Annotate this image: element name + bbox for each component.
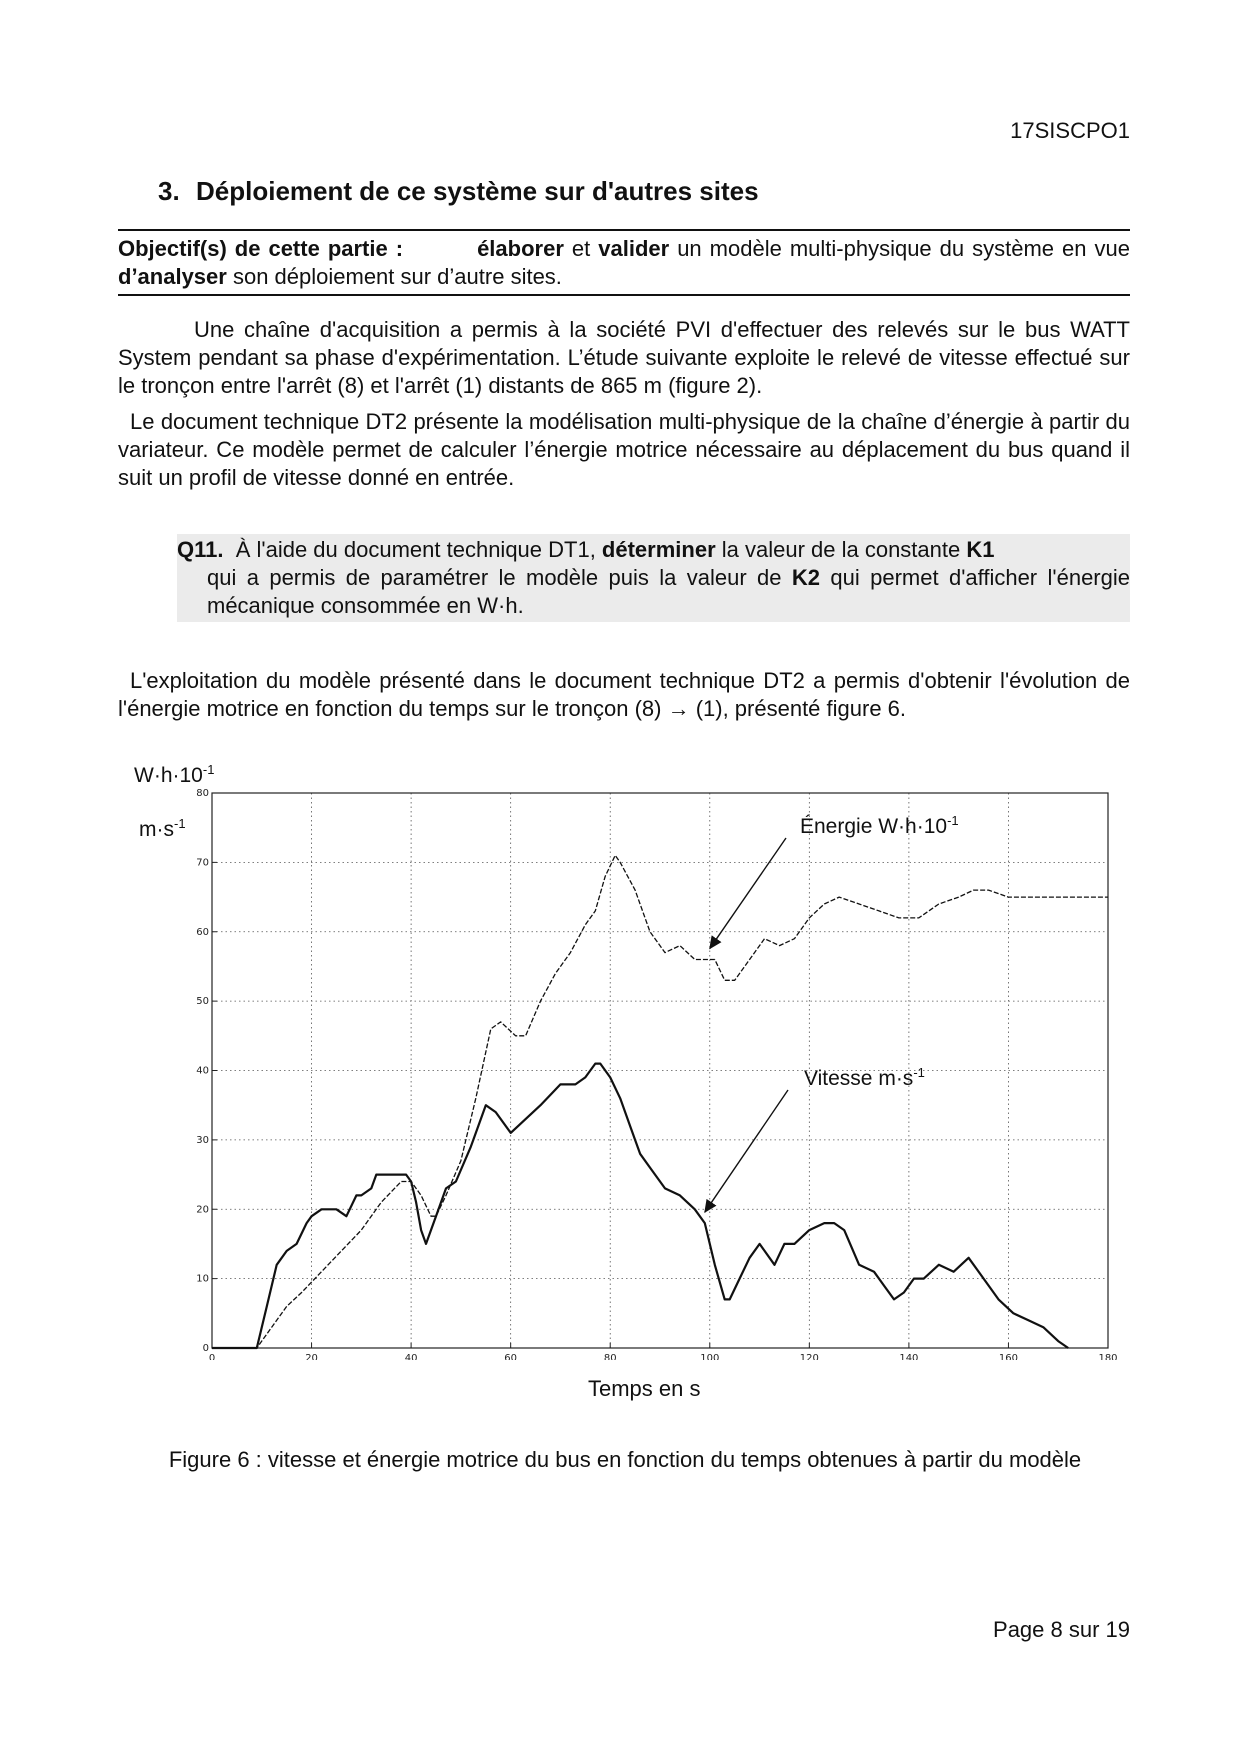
y-tick-label: 10 — [196, 1273, 209, 1285]
section-title: Déploiement de ce système sur d'autres sites — [196, 176, 759, 206]
x-tick-label: 180 — [1098, 1353, 1118, 1360]
y-axis-unit-speed — [139, 816, 186, 842]
paragraph-acquisition: Une chaîne d'acquisition a permis à la société PVI d'effectuer des relevés sur le bus WATT System pendant sa phase d'expérimentation. L’étude suivante exploite le relevé de vitesse effectué sur le tronçon entre l'arrêt (8) et l'arrêt (1) distants de 865 m (figure 2). — [118, 317, 1130, 398]
figure-caption: Figure 6 : vitesse et énergie motrice du bus en fonction du temps obtenues à partir du modèle — [168, 1447, 1082, 1472]
objective-block — [118, 235, 1130, 291]
y-tick-label: 40 — [196, 1065, 209, 1077]
question-number: Q11. — [177, 537, 224, 562]
question-verb: déterminer — [601, 537, 716, 562]
objective-text-1: et — [563, 236, 599, 261]
x-tick-label: 80 — [603, 1353, 617, 1360]
question-text-1: À l'aide du document technique DT1, — [235, 537, 602, 562]
objective-bottom-rule — [118, 294, 1130, 296]
y-unit-speed-exp: -1 — [174, 816, 186, 831]
x-tick-label: 160 — [998, 1353, 1018, 1360]
question-text-3: qui a permis de paramétrer le modèle puis la valeur de — [207, 565, 792, 590]
question-k2: K2 — [791, 565, 821, 590]
question-q11 — [177, 534, 1130, 622]
objective-verb-3: d’analyser — [118, 264, 227, 289]
y-tick-label: 60 — [196, 926, 209, 938]
objective-verb-1: élaborer — [477, 236, 564, 261]
y-unit-energy-exp: -1 — [202, 762, 215, 777]
y-tick-label: 50 — [196, 996, 209, 1008]
y-tick-label: 80 — [196, 788, 209, 799]
y-unit-speed-text: m·s — [139, 818, 174, 841]
paragraph-modelisation: Le document technique DT2 présente la modélisation multi-physique de la chaîne d’énergie à partir du variateur. Ce modèle permet de calculer l’énergie motrice nécessaire au déplacement du bus quand il suit un profil de vitesse donné en entrée. — [118, 409, 1130, 490]
energy-annotation: Énergie $W\cdot h\cdot 10^{-1}$ — [800, 813, 959, 838]
question-text-4: qui permet d'afficher l'énergie mécanique consommée en W·h. — [207, 565, 1130, 618]
x-tick-label: 100 — [700, 1353, 720, 1360]
x-tick-label: 60 — [504, 1353, 518, 1360]
objective-verb-2: valider — [598, 236, 670, 261]
question-k1: K1 — [966, 537, 995, 562]
y-tick-label: 20 — [196, 1204, 209, 1216]
y-tick-label: 30 — [196, 1134, 209, 1146]
document-code: 17SISCPO1 — [1010, 118, 1130, 143]
x-axis-label: Temps en s — [588, 1376, 701, 1401]
section-heading — [158, 176, 759, 207]
x-tick-label: 0 — [208, 1353, 216, 1360]
y-tick-label: 70 — [196, 857, 209, 869]
x-tick-label: 140 — [899, 1353, 919, 1360]
x-tick-label: 40 — [404, 1353, 418, 1360]
paragraph-exploitation: L'exploitation du modèle présenté dans le document technique DT2 a permis d'obtenir l'évolution de l'énergie motrice en fonction du temps sur le tronçon (8) → (1), présenté figure 6. — [118, 668, 1130, 721]
x-tick-label: 120 — [799, 1353, 819, 1360]
speed-annotation: Vitesse $m\cdot s^{-1}$ — [804, 1065, 925, 1090]
objective-label: Objectif(s) de cette partie : — [118, 236, 404, 261]
y-unit-energy-text: W·h·10 — [134, 764, 203, 787]
question-text-2: la valeur de la constante — [715, 537, 967, 562]
objective-top-rule — [118, 229, 1130, 231]
section-number: 3. — [158, 176, 180, 206]
objective-text-3: son déploiement sur d’autre sites. — [226, 264, 562, 289]
figure-6-chart — [180, 785, 1120, 1360]
x-tick-label: 20 — [305, 1353, 318, 1360]
objective-text-2: un modèle multi-physique du système en vue — [669, 236, 1130, 261]
y-tick-label: 0 — [202, 1343, 209, 1354]
page-number: Page 8 sur 19 — [993, 1617, 1130, 1642]
